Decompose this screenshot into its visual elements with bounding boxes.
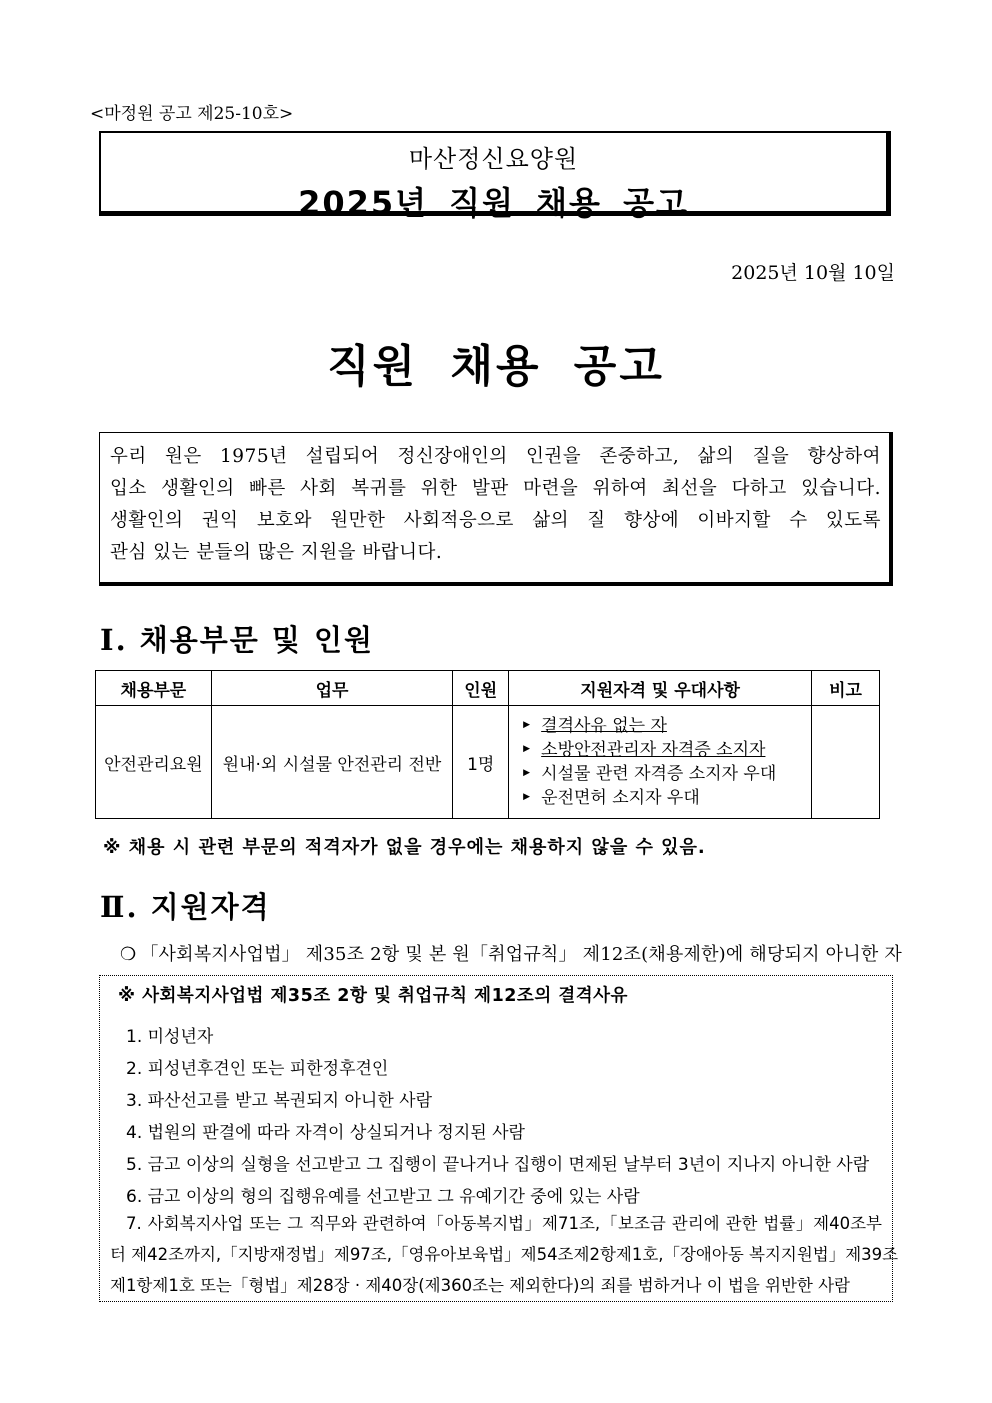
header-title: 2025년 직원 채용 공고: [298, 184, 689, 222]
section-title-qualification: Ⅱ. 지원자격: [100, 890, 271, 924]
qualification-item: ▶ 운전면허 소지자 우대: [523, 788, 700, 808]
header-qualifications: 지원자격 및 우대사항: [509, 671, 812, 706]
qualification-item: ▶ 결격사유 없는 자: [523, 715, 667, 736]
header-duty: 업무: [211, 671, 452, 706]
header-box: [99, 131, 891, 222]
table-header-row: [96, 671, 880, 706]
bullet-triangle-icon: ▶: [523, 743, 531, 754]
list-item: 4. 법원의 판결에 따라 자격이 상실되거나 정지된 사람: [126, 1123, 525, 1143]
intro-line: 우리 원은 1975년 설립되어 정신장애인의 인권을 존중하고, 삶의 질을 향상하여: [110, 446, 881, 467]
cell-qualifications: [509, 706, 812, 819]
intro-line: 생활인의 권익 보호와 원만한 사회적응으로 삶의 질 향상에 이바지할 수 있도록: [110, 510, 881, 531]
page-title: 직원 채용 공고: [327, 341, 665, 392]
notice-date: 2025년 10월 10일: [731, 262, 895, 284]
intro-box: [99, 432, 893, 586]
section-title-recruitment: Ⅰ. 채용부문 및 인원: [100, 623, 375, 657]
organization-name: 마산정신요양원: [408, 145, 579, 173]
intro-line: 입소 생활인의 빠른 사회 복귀를 위한 발판 마련을 위하여 최선을 다하고 있습니다.: [110, 478, 881, 499]
list-item: [110, 1208, 899, 1301]
bullet-triangle-icon: ▶: [523, 792, 531, 803]
qualification-text: 「사회복지사업법」 제35조 2항 및 본 원「취업규칙」 제12조(채용제한)에 해당되지 아니한 자: [140, 944, 902, 965]
list-item: 1. 미성년자: [126, 1027, 214, 1047]
list-item: 3. 파산선고를 받고 복권되지 아니한 사람: [126, 1091, 432, 1111]
disqualification-title: ※ 사회복지사업법 제35조 2항 및 취업규칙 제12조의 결격사유: [118, 986, 628, 1006]
qualification-line: [120, 940, 902, 966]
cell-department: 안전관리요원: [96, 706, 212, 819]
list-item: 2. 피성년후견인 또는 피한정후견인: [126, 1059, 389, 1079]
list-item-line: 제1항제1호 또는「형법」제28장 · 제40장(제360조는 제외한다)의 죄를 범하거나 이 법을 위반한 사람: [110, 1276, 850, 1295]
intro-line: 관심 있는 분들의 많은 지원을 바랍니다.: [110, 542, 443, 563]
bullet-triangle-icon: ▶: [523, 768, 531, 778]
list-item: 6. 금고 이상의 형의 집행유예를 선고받고 그 유예기간 중에 있는 사람: [126, 1187, 640, 1207]
recruitment-table: [95, 670, 880, 819]
cell-count: 1명: [453, 706, 509, 819]
list-item: 5. 금고 이상의 실형을 선고받고 그 집행이 끝나거나 집행이 면제된 날부터 3년이 지나지 아니한 사람: [126, 1155, 870, 1175]
table-row: [96, 706, 880, 819]
cell-note: [812, 706, 880, 819]
qualification-item: ▶ 시설물 관련 자격증 소지자 우대: [523, 763, 777, 784]
list-item-line: 7. 사회복지사업 또는 그 직무와 관련하여「아동복지법」제71조,「보조금 관리에 관한 법률」제40조부: [126, 1214, 882, 1233]
header-department: 채용부문: [96, 671, 212, 706]
header-count: 인원: [453, 671, 509, 706]
qualification-item: ▶ 소방안전관리자 자격증 소지자: [523, 739, 766, 760]
circle-bullet-icon: ❍: [120, 944, 137, 965]
table-note: ※ 채용 시 관련 부문의 적격자가 없을 경우에는 채용하지 않을 수 있음.: [103, 837, 706, 858]
notice-number: <마정원 공고 제25-10호>: [90, 104, 294, 124]
cell-duty: 원내·외 시설물 안전관리 전반: [211, 706, 452, 819]
list-item-line: 터 제42조까지,「지방재정법」제97조,「영유아보육법」제54조제2항제1호,「장애아동 복지지원법」제39조: [110, 1245, 899, 1264]
header-note: 비고: [812, 671, 880, 706]
bullet-triangle-icon: ▶: [523, 719, 531, 730]
disqualification-box: [99, 975, 899, 1302]
